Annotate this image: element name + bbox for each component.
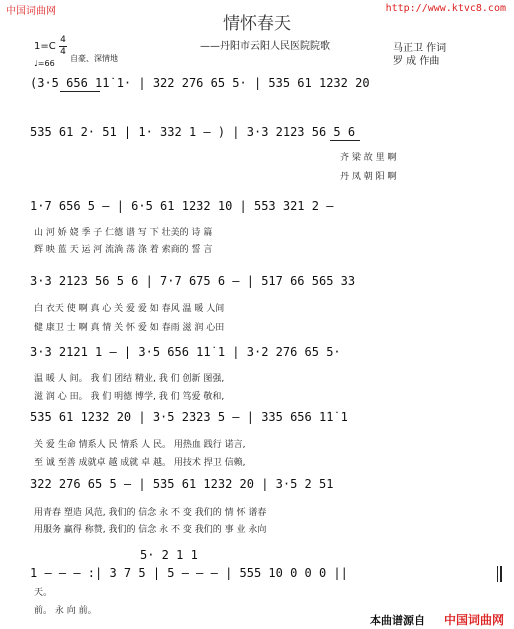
lyrics-row-2-verse-2: 丹 凤 朝 阳 啊 (340, 172, 397, 182)
site-watermark-top-right: http://www.ktvc8.com (385, 3, 506, 14)
beam-row-1 (60, 91, 100, 92)
notation-row-7: 322 276 65 5 – | 535 61 1232 20 | 3·5 2 51 (30, 477, 334, 491)
lyrics-row-5-verse-1: 温 暖 人 间。 我 们 团结 精业, 我 们 创新 图强, (34, 374, 225, 384)
lyrics-row-6-verse-1: 关 爱 生命 情系人 民 情系 人 民。 用热血 践行 诺言, (34, 440, 246, 450)
notation-row-2: 535 61 2· 51 | 1· 332 1 – ) | 3·3 2123 56 5 6 (30, 125, 356, 139)
lyrics-row-4-verse-2: 健 康卫 士 啊 真 情 关 怀 爱 如 春雨 滋 润 心田 (34, 323, 225, 333)
lyrics-row-3-verse-2: 辉 映 蓝 天 运 河 流淌 荡 涤 着 索商的 誓 言 (34, 245, 213, 255)
site-watermark-top-left: 中国词曲网 (6, 6, 56, 17)
song-subtitle: ——丹阳市云阳人民医院院歌 (200, 41, 330, 52)
lyrics-row-5-verse-2: 滋 润 心 田。 我 们 明德 博学, 我 们 笃爱 敬和, (34, 392, 225, 402)
lyrics-row-6-verse-2: 至 诚 至善 成就卓 越 成就 卓 越。 用技术 捍卫 信赖, (34, 458, 246, 468)
ending-top-voice: 5· 2 1 1 (140, 548, 198, 562)
notation-row-1: (3·5 656 1̇1̇ 1· | 322 276 65 5· | 535 61 1232 20 (30, 76, 370, 90)
tempo-marking: ♩=66 (34, 59, 55, 68)
beam-row-2 (330, 140, 360, 141)
lyrics-row-7-verse-1: 用青春 塑造 风范, 我们的 信念 永 不 变 我们的 情 怀 谱春 (34, 508, 267, 518)
final-barline-thick (500, 566, 502, 582)
footer-site-name: 中国词曲网 (444, 613, 505, 627)
lyricist-credit: 马正卫 作词 (393, 43, 447, 54)
lyrics-row-8-verse-2: 前。 永 向 前。 (34, 606, 97, 616)
time-signature (59, 35, 67, 58)
meter-bottom: 4 (60, 47, 66, 57)
notation-row-3: 1·7 656 5 – | 6·5 61 1232 10 | 553 321 2 – (30, 199, 334, 213)
lyrics-row-3-verse-1: 山 河 娇 娆 季 子 仁德 谱 写 下 壮美的 诗 篇 (34, 228, 213, 238)
final-barline (497, 566, 498, 582)
lyrics-row-8-verse-1: 天。 (34, 588, 53, 598)
notation-row-5: 3·3 2121 1 – | 3·5 656 1̇1̇ 1 | 3·2 276 65 5· (30, 345, 341, 359)
lyrics-row-7-verse-2: 用服务 赢得 称赞, 我们的 信念 永 不 变 我们的 事 业 永向 (34, 525, 267, 535)
notation-row-8: 1 – – – :| 3 7 5 | 5 – – – | 555 10 0 0 0 || (30, 566, 348, 580)
key-signature: 1=C (34, 41, 56, 52)
meter-top: 4 (60, 35, 66, 45)
lyrics-row-2-verse-1: 齐 梁 故 里 啊 (340, 153, 397, 163)
composer-credit: 罗 成 作曲 (393, 56, 440, 67)
notation-row-6: 535 61 1232 20 | 3·5 2323 5 – | 335 656 1̇1̇ 1 (30, 410, 348, 424)
lyrics-row-4-verse-1: 白 衣天 使 啊 真 心 关 爱 爱 如 春风 温 暖 人间 (34, 304, 225, 314)
notation-row-4: 3·3 2123 56 5 6 | 7·7 675 6 – | 517 66 565 33 (30, 274, 356, 288)
song-title: 情怀春天 (223, 14, 291, 34)
footer-source-label: 本曲谱源自 (370, 614, 425, 627)
expression-marking: 自豪、深情地 (70, 54, 118, 63)
